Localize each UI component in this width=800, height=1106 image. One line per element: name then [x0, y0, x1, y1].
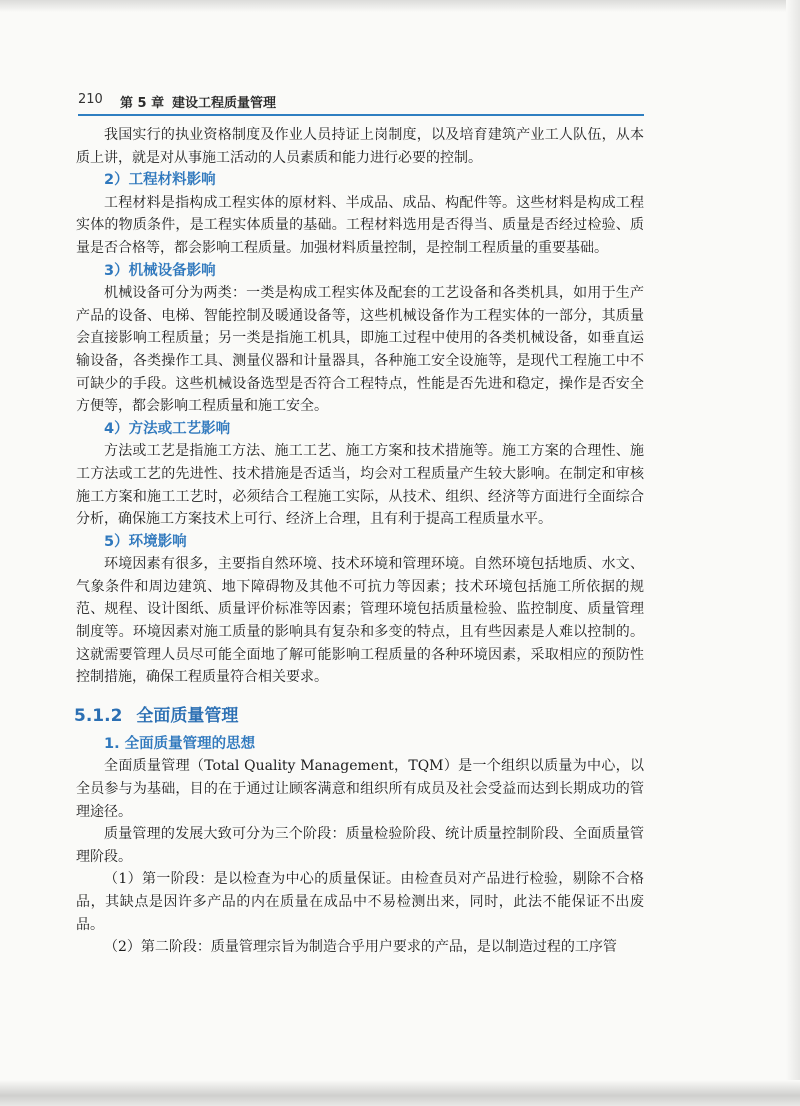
- subheading-material: 2）工程材料影响: [104, 172, 216, 189]
- machinery-paragraph: 机械设备可分为两类：一类是构成工程实体及配套的工艺设备和各类机具，如用于生产产品的设备、电梯、智能控制及暖通设备等，这些机械设备作为工程实体的一部分，其质量会直接影响工程质量；另一类是指施工机具，即施工过程中使用的各类机械设备，如垂直运输设备，各类操作工具、测量仪器和计量器具，各种施工安全设施等，是现代工程施工中不可缺少的手段。这些机械设备选型是否符合工程特点，性能是否先进和稳定，操作是否安全方便等，都会影响工程质量和施工安全。: [76, 285, 644, 415]
- running-header: [78, 92, 644, 116]
- material-paragraph: 工程材料是指构成工程实体的原材料、半成品、成品、构配件等。这些材料是构成工程实体的物质条件，是工程实体质量的基础。工程材料选用是否得当、质量是否经过检验、质量是否合格等，都会影响工程质量。加强材料质量控制，是控制工程质量的重要基础。: [76, 194, 644, 256]
- chapter-label: 第 5 章: [120, 96, 165, 111]
- scan-shadow-top: [0, 0, 800, 12]
- subheading-tqm-idea: 1. 全面质量管理的思想: [104, 735, 256, 752]
- section-heading: [74, 703, 644, 729]
- tqm-definition-paragraph: 全面质量管理（Total Quality Management，TQM）是一个组织以质量为中心，以全员参与为基础，目的在于通过让顾客满意和组织所有成员及社会受益而达到长期成功的管理途径。: [76, 758, 644, 820]
- intro-paragraph: 我国实行的执业资格制度及作业人员持证上岗制度，以及培育建筑产业工人队伍，从本质上讲，就是对从事施工活动的人员素质和能力进行必要的控制。: [76, 127, 644, 166]
- stage-one-paragraph: （1）第一阶段：是以检查为中心的质量保证。由检查员对产品进行检验，剔除不合格品，其缺点是因许多产品的内在质量在成品中不易检测出来，同时，此法不能保证不出废品。: [76, 871, 644, 933]
- body-text: [76, 124, 644, 959]
- method-paragraph: 方法或工艺是指施工方法、施工工艺、施工方案和技术措施等。施工方案的合理性、施工方法或工艺的先进性、技术措施是否适当，均会对工程质量产生较大影响。在制定和审核施工方案和施工工艺时，必须结合工程施工实际，从技术、组织、经济等方面进行全面综合分析，确保施工方案技术上可行、经济上合理，且有利于提高工程质量水平。: [76, 443, 644, 528]
- subheading-method: 4）方法或工艺影响: [104, 420, 231, 437]
- section-title: 全面质量管理: [136, 705, 239, 726]
- chapter-title: 建设工程质量管理: [172, 96, 277, 111]
- page-number: 210: [78, 92, 103, 107]
- tqm-stages-paragraph: 质量管理的发展大致可分为三个阶段：质量检验阶段、统计质量控制阶段、全面质量管理阶段。: [76, 826, 644, 865]
- environment-paragraph: 环境因素有很多，主要指自然环境、技术环境和管理环境。自然环境包括地质、水文、气象条件和周边建筑、地下障碍物及其他不可抗力等因素；技术环境包括施工所依据的规范、规程、设计图纸、质量评价标准等因素；管理环境包括质量检验、监控制度、质量管理制度等。环境因素对施工质量的影响具有复杂和多变的特点，且有些因素是人难以控制的。这就需要管理人员尽可能全面地了解可能影响工程质量的各种环境因素，采取相应的预防性控制措施，确保工程质量符合相关要求。: [76, 556, 644, 686]
- stage-two-paragraph: （2）第二阶段：质量管理宗旨为制造合乎用户要求的产品，是以制造过程的工序管: [104, 939, 617, 956]
- section-number: 5.1.2: [74, 705, 123, 726]
- subheading-environment: 5）环境影响: [104, 533, 187, 550]
- scan-shadow-bottom: [0, 1080, 800, 1106]
- subheading-machinery: 3）机械设备影响: [104, 262, 216, 279]
- scan-shadow-right: [786, 0, 800, 1106]
